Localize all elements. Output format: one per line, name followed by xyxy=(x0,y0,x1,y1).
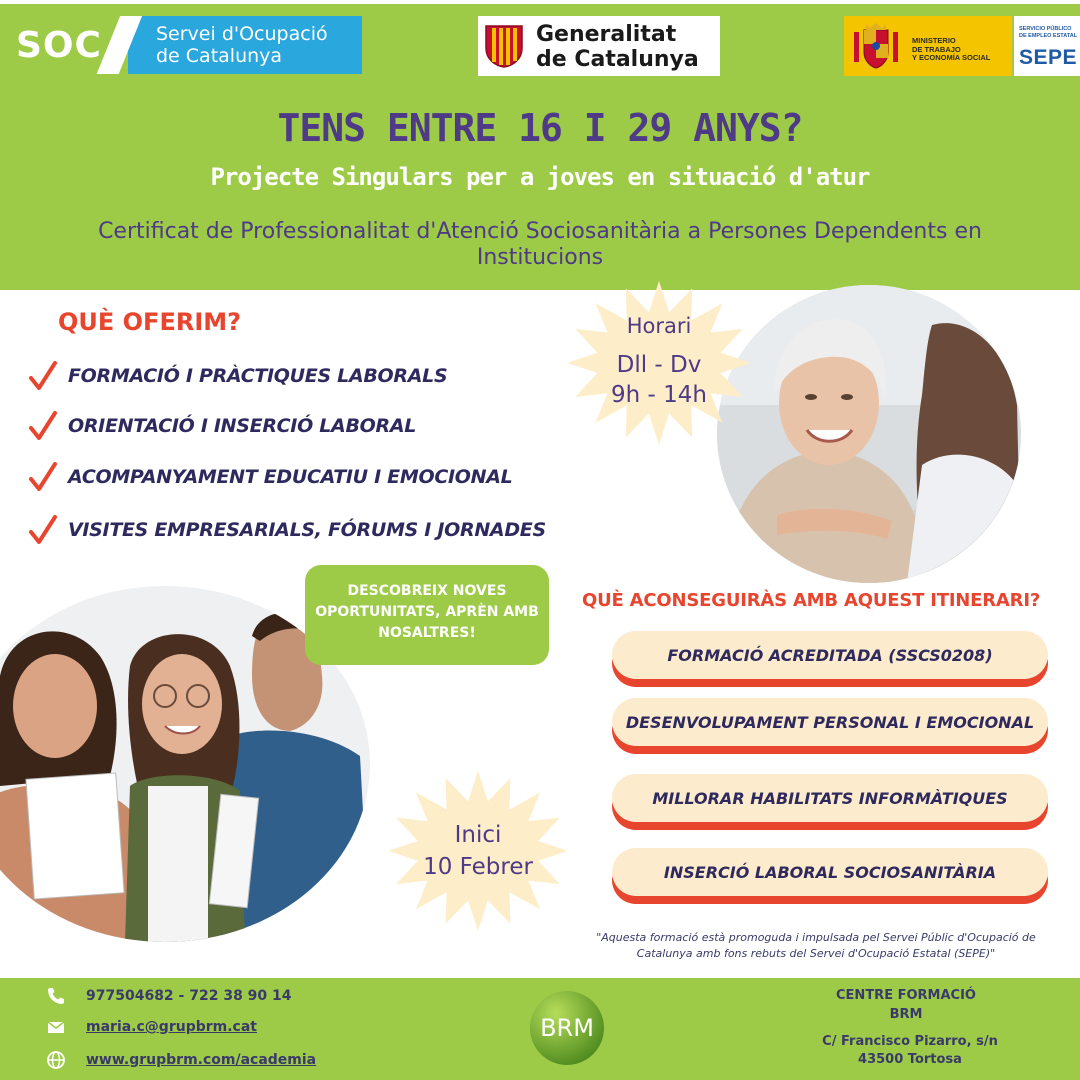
centre-address-line1: C/ Francisco Pizarro, s/n xyxy=(822,1034,998,1049)
starburst-shape xyxy=(390,760,566,936)
offer-item xyxy=(28,408,416,444)
globe-icon xyxy=(46,1050,66,1070)
sepe-logo-caption-line2: DE EMPLEO ESTATAL xyxy=(1019,32,1078,39)
schedule-days: Dll - Dv xyxy=(616,352,702,378)
centre-name xyxy=(806,986,1006,1024)
offer-item xyxy=(28,512,546,548)
hero-headline: TENS ENTRE 16 I 29 ANYS? xyxy=(277,106,803,150)
funding-disclaimer: "Aquesta formació està promoguda i impulsada pel Servei Públic d'Ocupació de Catalunya amb fons rebuts del Servei d'Ocupació Estatal (SEPE)" xyxy=(596,931,1036,960)
contact-phone[interactable] xyxy=(46,986,292,1006)
top-frame-line xyxy=(0,0,1080,4)
hero-subhead: Projecte Singulars per a joves en situació d'atur xyxy=(210,163,870,191)
contact-email[interactable] xyxy=(46,1017,257,1037)
gain-pill-label: MILLORAR HABILITATS INFORMÀTIQUES xyxy=(612,774,1048,822)
certificate-title: Certificat de Professionalitat d'Atenció Sociosanitària a Persones Dependents en Institucions xyxy=(98,219,982,270)
ministerio-logo[interactable] xyxy=(844,16,1012,76)
generalitat-logo[interactable] xyxy=(478,16,720,76)
offer-item-label: ORIENTACIÓ I INSERCIÓ LABORAL xyxy=(68,415,417,437)
gain-pill xyxy=(612,774,1048,830)
envelope-icon xyxy=(46,1017,66,1037)
contact-web-link[interactable]: www.grupbrm.com/academia xyxy=(86,1052,317,1068)
elderly-woman-illustration xyxy=(717,285,1021,583)
soc-logo[interactable] xyxy=(0,16,362,74)
phone-icon xyxy=(46,986,66,1006)
offer-item xyxy=(28,459,512,495)
offer-item-label: VISITES EMPRESARIALS, FÓRUMS I JORNADES xyxy=(68,519,546,541)
generalitat-emblem-icon xyxy=(482,22,526,68)
generalitat-name xyxy=(536,22,699,72)
schedule-hours: 9h - 14h xyxy=(611,382,707,408)
start-date: 10 Febrer xyxy=(423,854,533,880)
ministerio-name-line3: Y ECONOMÍA SOCIAL xyxy=(912,53,991,62)
soc-logo-name-line1: Servei d'Ocupació xyxy=(156,23,328,45)
offer-item xyxy=(28,358,447,394)
contact-phone-text: 977504682 - 722 38 90 14 xyxy=(86,988,292,1004)
generalitat-name-line1: Generalitat xyxy=(536,22,677,47)
offer-item-label: FORMACIÓ I PRÀCTIQUES LABORALS xyxy=(68,365,448,387)
generalitat-name-line2: de Catalunya xyxy=(536,47,699,72)
centre-address-line2: 43500 Tortosa xyxy=(858,1052,962,1067)
gain-pill xyxy=(612,631,1048,687)
ministerio-name xyxy=(912,37,990,63)
spain-coat-of-arms-icon xyxy=(852,22,900,70)
sepe-logo-caption-line1: SERVICIO PÚBLICO xyxy=(1019,26,1072,32)
start-label: Inici xyxy=(454,822,502,848)
start-starburst xyxy=(390,760,566,936)
sepe-logo[interactable] xyxy=(1014,16,1080,76)
schedule-starburst xyxy=(569,270,749,450)
gain-pill xyxy=(612,698,1048,754)
ministerio-name-line2: DE TRABAJO xyxy=(912,44,961,54)
gain-pill-label: INSERCIÓ LABORAL SOCIOSANITÀRIA xyxy=(612,848,1048,896)
check-icon xyxy=(28,514,58,546)
check-icon xyxy=(28,410,58,442)
gain-pill-label: DESENVOLUPAMENT PERSONAL I EMOCIONAL xyxy=(612,698,1048,746)
offer-title: QUÈ OFERIM? xyxy=(58,308,242,336)
soc-logo-name xyxy=(156,23,328,67)
contact-email-link[interactable]: maria.c@grupbrm.cat xyxy=(86,1019,257,1035)
sepe-logo-caption xyxy=(1019,26,1077,39)
brm-logo-text: BRM xyxy=(540,1014,594,1042)
gain-pill xyxy=(612,848,1048,904)
centre-address xyxy=(806,1033,1014,1069)
soc-logo-mark: SOC xyxy=(16,25,102,66)
sepe-logo-mark: SEPE xyxy=(1019,46,1078,69)
ministerio-name-line1: MINISTERIO xyxy=(912,36,956,45)
check-icon xyxy=(28,461,58,493)
centre-name-line2: BRM xyxy=(889,1007,923,1022)
offer-item-label: ACOMPANYAMENT EDUCATIU I EMOCIONAL xyxy=(68,466,513,488)
soc-logo-name-line2: de Catalunya xyxy=(156,45,283,67)
schedule-label: Horari xyxy=(626,314,692,338)
check-icon xyxy=(28,360,58,392)
centre-name-line1: CENTRE FORMACIÓ xyxy=(836,988,976,1003)
contact-web[interactable] xyxy=(46,1050,316,1070)
discover-callout: DESCOBREIX NOVES OPORTUNITATS, APRÈN AMB NOSALTRES! xyxy=(305,565,549,665)
gain-pill-label: FORMACIÓ ACREDITADA (SSCS0208) xyxy=(612,631,1048,679)
elderly-woman-photo xyxy=(717,285,1021,583)
brm-logo[interactable] xyxy=(528,989,606,1067)
gains-title: QUÈ ACONSEGUIRÀS AMB AQUEST ITINERARI? xyxy=(582,590,1041,611)
